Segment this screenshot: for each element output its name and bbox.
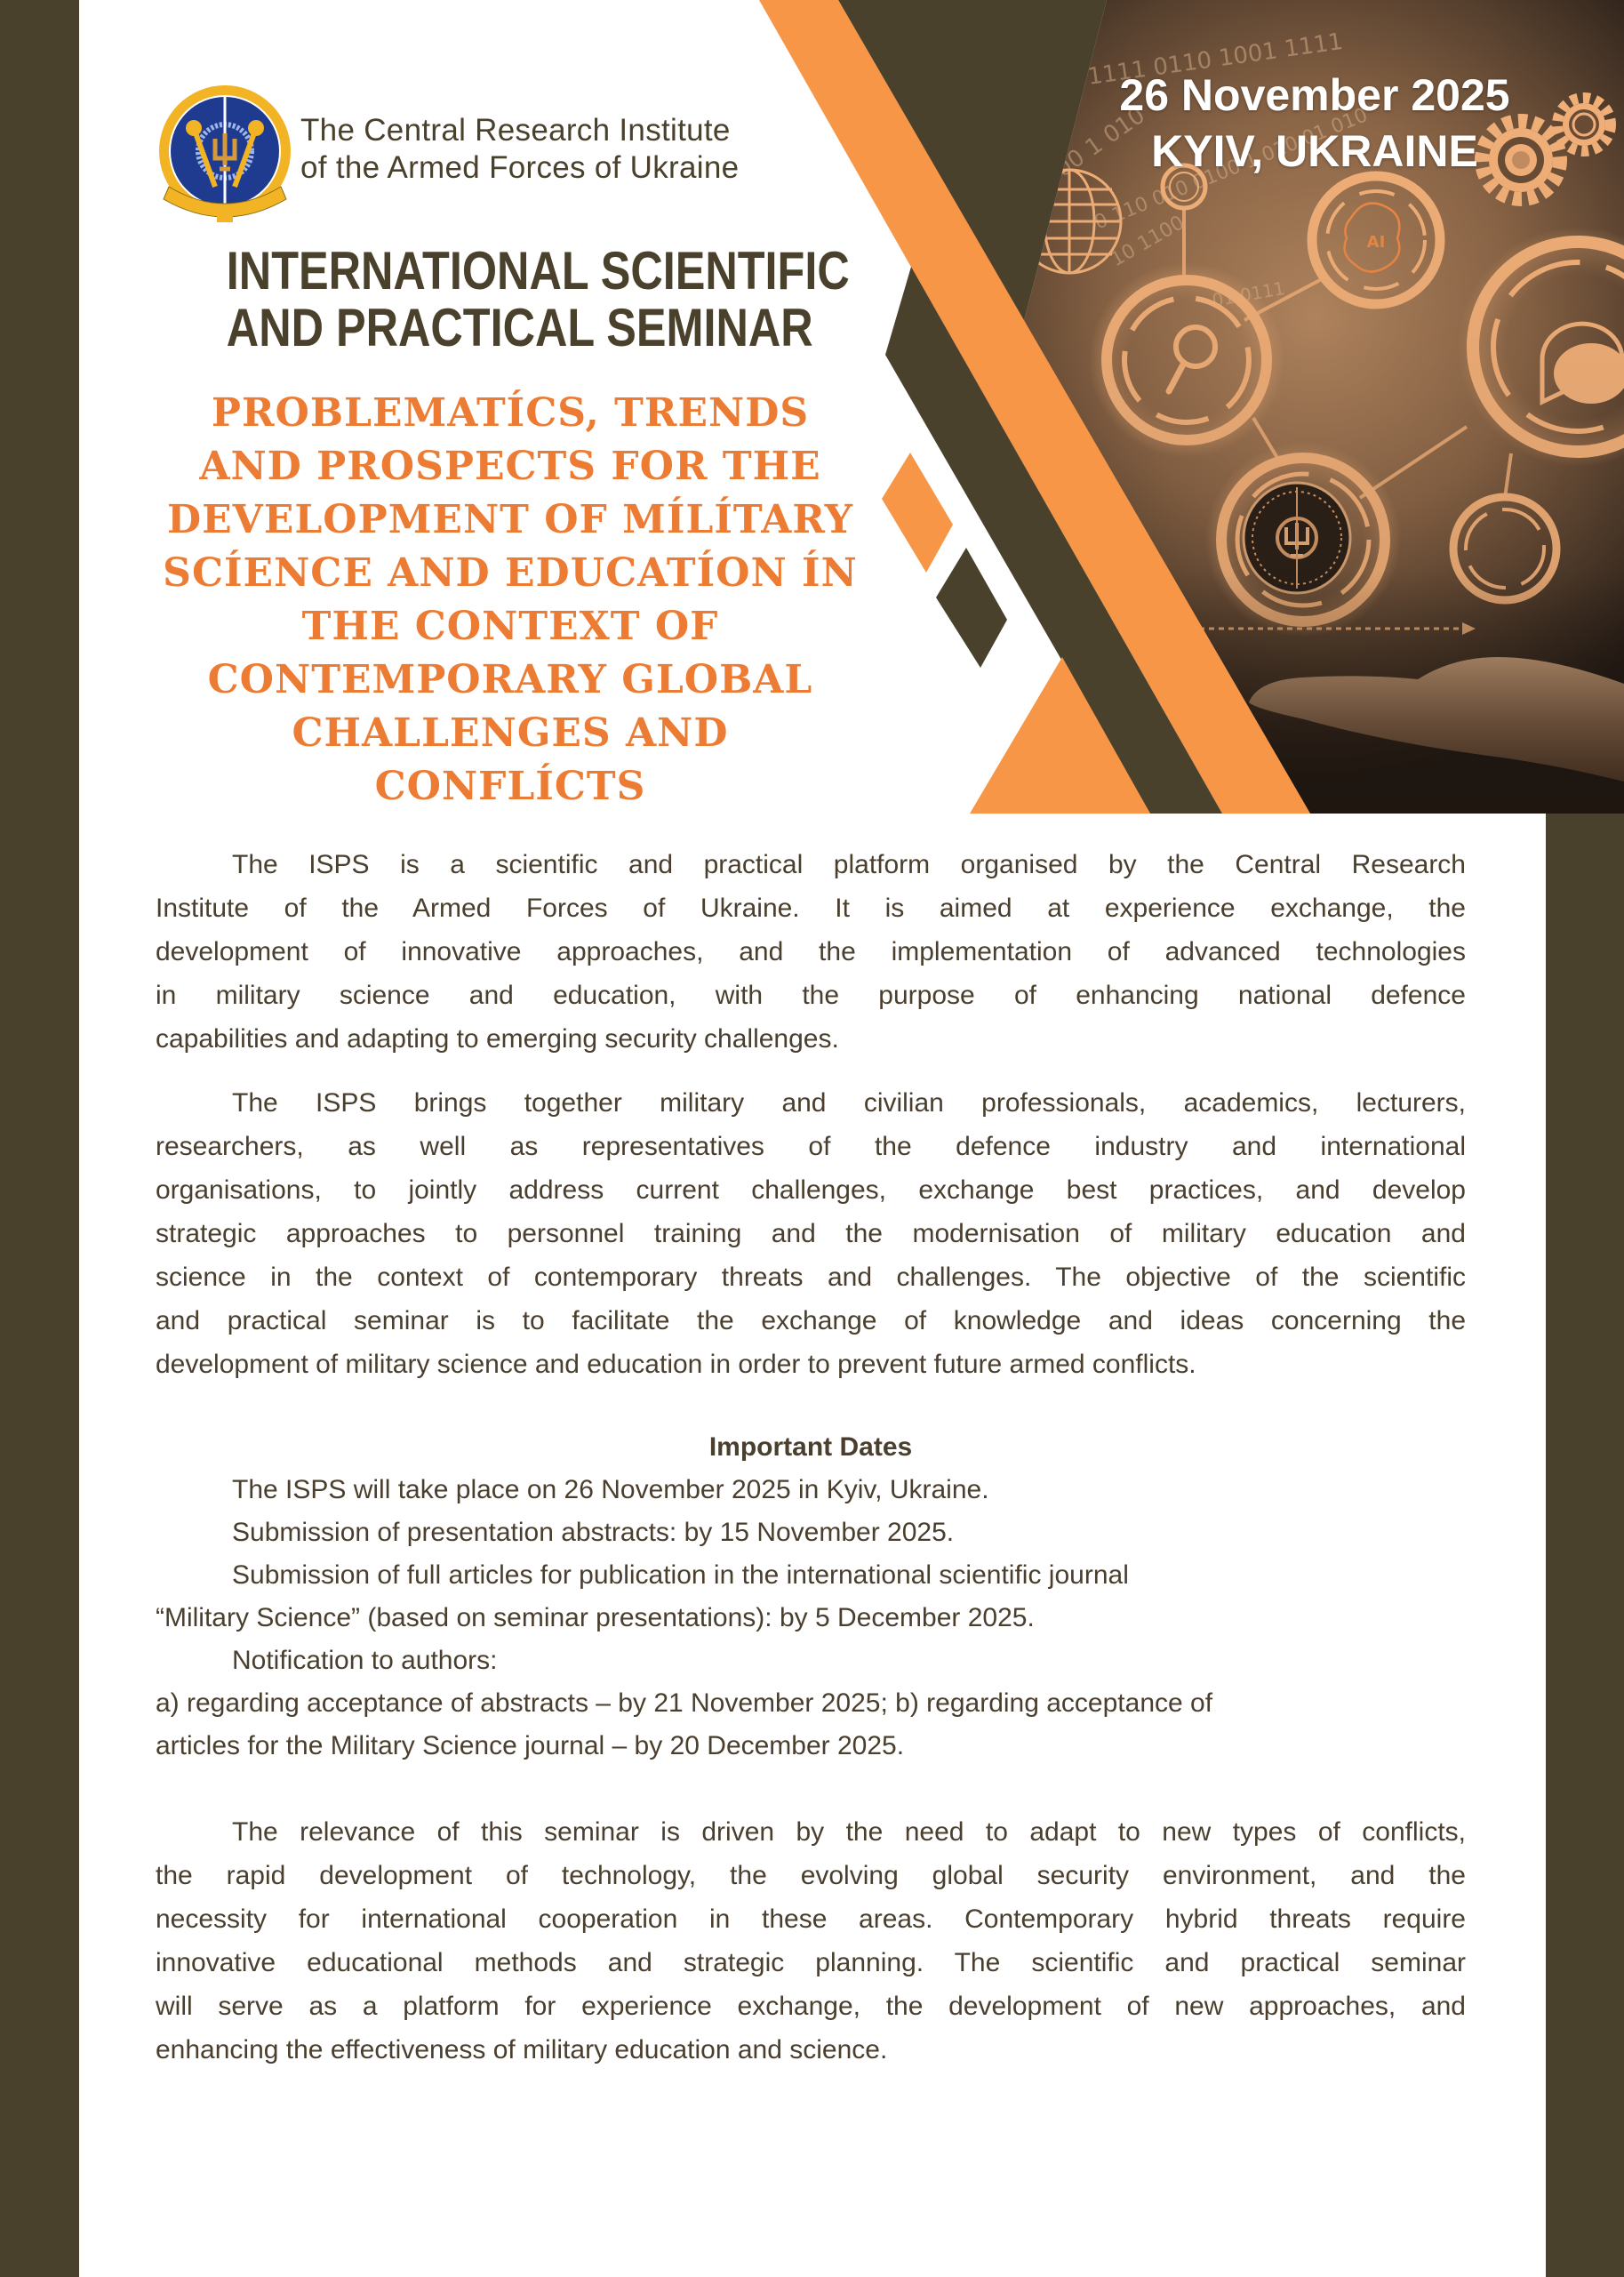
paragraph-line: in military science and education, with the purpose of enhancing national defence xyxy=(156,981,1466,1010)
seminar-title-line: CONTEMPORARY GLOBAL xyxy=(207,657,813,702)
participants-paragraph xyxy=(156,1081,1466,1386)
seminar-title-line: PROBLEMATÍCS, TRENDS xyxy=(211,390,810,436)
paragraph-line: researchers, as well as representatives of the defence industry and international xyxy=(156,1132,1466,1161)
paragraph-line: development of military science and education in order to prevent future armed conflicts. xyxy=(156,1350,1196,1379)
paragraph-line: The ISPS is a scientific and practical platform organised by the Central Research xyxy=(232,850,1466,879)
seminar-title-line: CHALLENGES AND xyxy=(292,710,729,756)
date-item: Notification to authors: xyxy=(232,1646,498,1675)
paragraph-line: The ISPS brings together military and civilian professionals, academics, lecturers, xyxy=(232,1088,1466,1118)
relevance-paragraph xyxy=(156,1810,1466,2072)
seminar-heading-line-1: INTERNATIONAL SCIENTIFIC xyxy=(226,241,850,301)
institute-name-line-1: The Central Research Institute xyxy=(300,113,731,148)
event-location: KYIV, UKRAINE xyxy=(1151,126,1478,176)
paragraph-line: capabilities and adapting to emerging security challenges. xyxy=(156,1024,839,1054)
right-frame-border xyxy=(1546,814,1624,2277)
paragraph-line: The relevance of this seminar is driven by the need to adapt to new types of conflicts, xyxy=(232,1817,1466,1847)
paragraph-line: enhancing the effectiveness of military education and science. xyxy=(156,2035,888,2065)
date-item: Submission of presentation abstracts: by 15 November 2025. xyxy=(232,1518,955,1547)
paragraph-line: science in the context of contemporary threats and challenges. The objective of the scientific xyxy=(156,1263,1466,1292)
paragraph-line: organisations, to jointly address current challenges, exchange best practices, and develop xyxy=(156,1175,1466,1205)
dark-diamond-shape xyxy=(936,548,1007,668)
paragraph-line: development of innovative approaches, and the implementation of advanced technologies xyxy=(156,937,1466,966)
seminar-title-line: AND PROSPECTS FOR THE xyxy=(199,444,821,489)
paragraph-line: strategic approaches to personnel training and the modernisation of military education and xyxy=(156,1219,1466,1248)
seminar-title-line: SCÍENCE AND EDUCATÍON ÍN xyxy=(163,550,858,596)
paragraph-line: the rapid development of technology, the evolving global security environment, and the xyxy=(156,1861,1466,1890)
paragraph-line: Institute of the Armed Forces of Ukraine. It is aimed at experience exchange, the xyxy=(156,894,1466,923)
paragraph-line: necessity for international cooperation in these areas. Contemporary hybrid threats require xyxy=(156,1904,1466,1934)
date-item: a) regarding acceptance of abstracts – by 21 November 2025; b) regarding acceptance of xyxy=(156,1688,1213,1718)
date-item: The ISPS will take place on 26 November 2025 in Kyiv, Ukraine. xyxy=(232,1475,989,1504)
seminar-title-line: DEVELOPMENT OF MÍLÍTARY xyxy=(166,497,854,542)
seminar-heading-line-2: AND PRACTICAL SEMINAR xyxy=(226,298,813,357)
seminar-title-line: CONFLÍCTS xyxy=(374,764,646,809)
paragraph-line: innovative educational methods and strategic planning. The scientific and practical seminar xyxy=(156,1948,1466,1977)
event-date: 26 November 2025 xyxy=(1119,70,1510,120)
date-item: articles for the Military Science journal – by 20 December 2025. xyxy=(156,1731,905,1760)
institute-name-line-2: of the Armed Forces of Ukraine xyxy=(300,150,740,185)
important-dates-heading: Important Dates xyxy=(708,1432,913,1462)
intro-paragraph xyxy=(156,843,1466,1061)
date-item: Submission of full articles for publication in the international scientific journal xyxy=(232,1560,1129,1590)
orange-diamond-shape xyxy=(882,453,953,573)
institute-emblem xyxy=(151,82,299,224)
date-item: “Military Science” (based on seminar presentations): by 5 December 2025. xyxy=(156,1603,1035,1632)
seminar-title-line: THE CONTEXT OF xyxy=(301,604,719,649)
important-dates-section xyxy=(156,1426,1466,1768)
paragraph-line: and practical seminar is to facilitate the exchange of knowledge and ideas concerning the xyxy=(156,1306,1466,1335)
paragraph-line: will serve as a platform for experience exchange, the development of new approaches, and xyxy=(156,1992,1466,2021)
emblem-tab xyxy=(217,204,233,222)
